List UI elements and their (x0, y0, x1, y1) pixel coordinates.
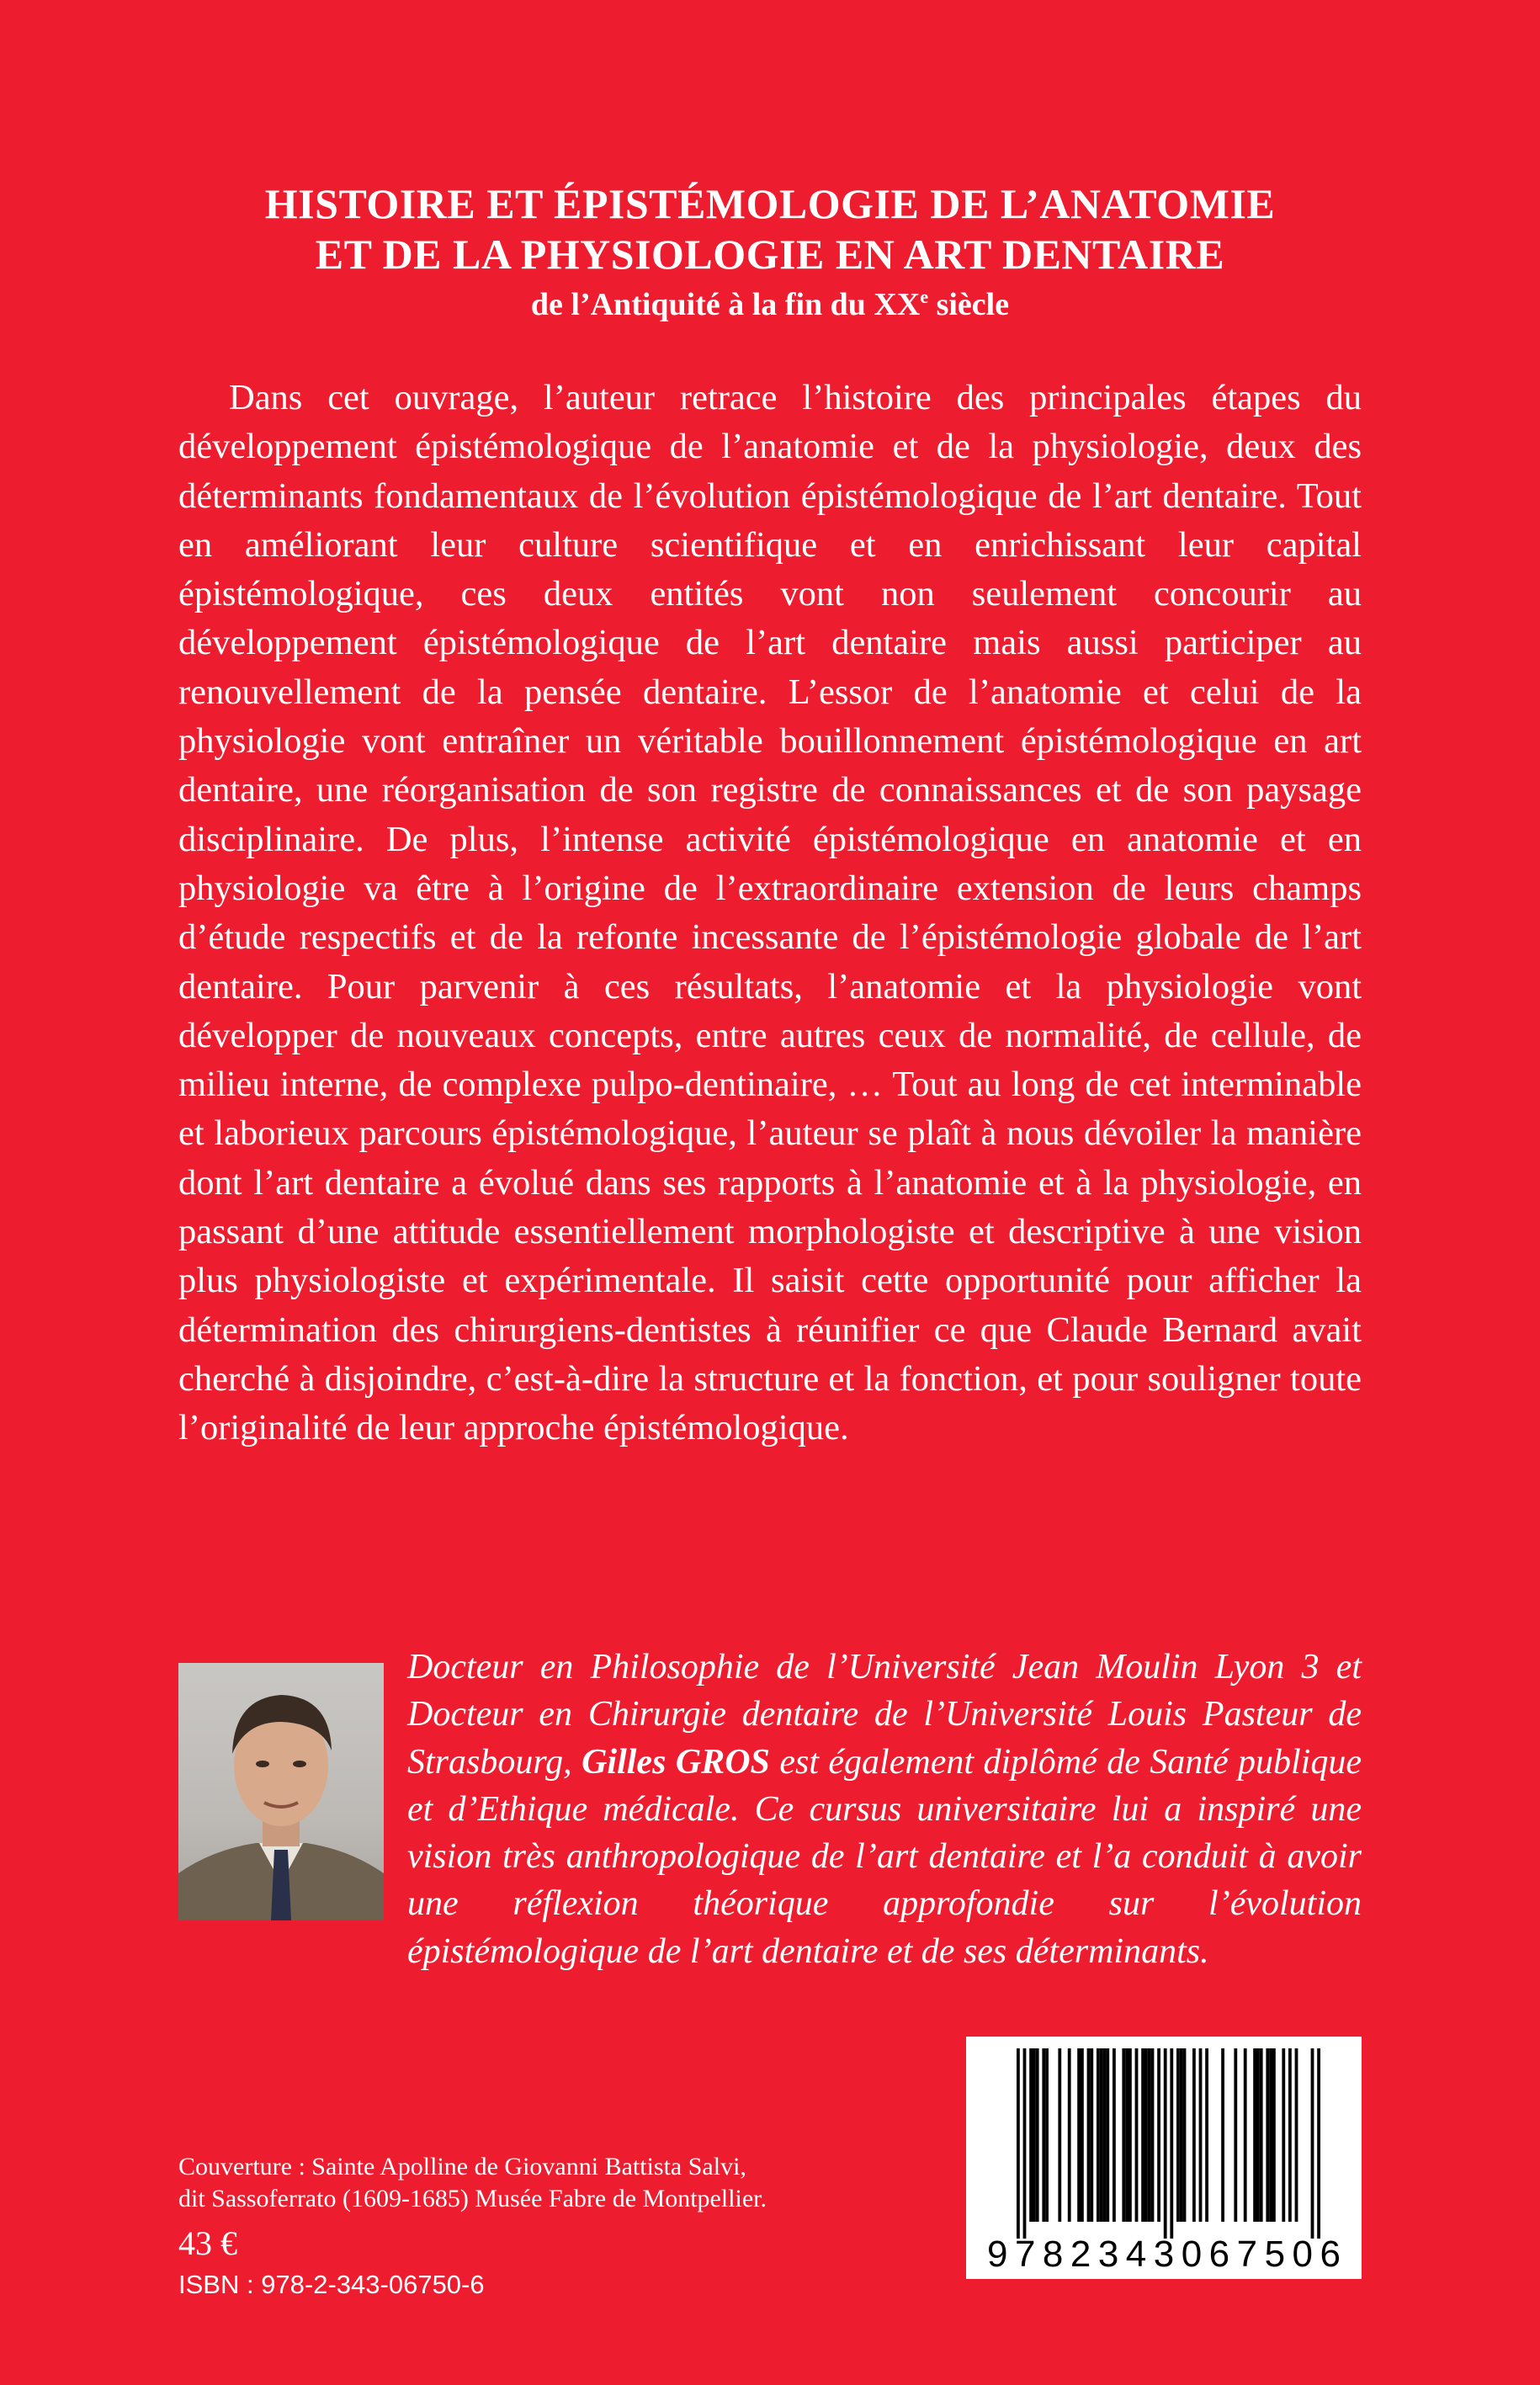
barcode-bar (1205, 2048, 1208, 2222)
barcode-digits: 9782343067506 (987, 2234, 1341, 2275)
barcode-bar (1199, 2048, 1203, 2222)
barcode-bar (1068, 2048, 1071, 2222)
barcode-bar (1164, 2048, 1167, 2239)
barcode-bar (1036, 2048, 1039, 2222)
book-title-line-1: HISTOIRE ET ÉPISTÉMOLOGIE DE L’ANATOMIE (264, 180, 1276, 227)
barcode-bar (1180, 2048, 1183, 2222)
barcode-bar (1077, 2048, 1081, 2222)
barcode-bar (1234, 2048, 1237, 2222)
isbn: ISBN : 978-2-343-06750-6 (178, 2270, 485, 2299)
barcode-bar (1256, 2048, 1260, 2222)
barcode-bar (1266, 2048, 1269, 2222)
barcode-bar (1033, 2048, 1036, 2222)
barcode-bar (1260, 2048, 1263, 2222)
barcode-bar (1128, 2048, 1132, 2222)
barcode-bar (1087, 2048, 1091, 2222)
barcode-bar (1192, 2048, 1196, 2222)
cover-credit-line-2: dit Sassoferrato (1609-1685) Musée Fabre de Montpellier. (178, 2185, 767, 2212)
barcode (966, 2037, 1362, 2279)
barcode-bar (1317, 2048, 1320, 2239)
barcode-bar (1144, 2048, 1148, 2222)
barcode-bar (1244, 2048, 1247, 2222)
barcode-bar (1029, 2048, 1033, 2222)
barcode-bar (1253, 2048, 1256, 2222)
book-subtitle: de l’Antiquité à la fin du XXe siècle (530, 286, 1010, 322)
barcode-bar (1135, 2048, 1139, 2222)
barcode-bar (1058, 2048, 1061, 2222)
barcode-bar (1100, 2048, 1103, 2222)
barcode-bar (1017, 2048, 1020, 2239)
barcode-bar (1170, 2048, 1173, 2239)
barcode-bar (1272, 2048, 1276, 2222)
cover-credit-line-1: Couverture : Sainte Apolline de Giovanni Battista Salvi, (178, 2153, 746, 2180)
author-bio: Docteur en Philosophie de l’Université Jean Moulin Lyon 3 et Docteur en Chirurgie dentaire de l’Université Louis Pasteur de Strasbourg, Gilles GROS est également diplômé de Santé publique et d’Ethique médicale. Ce cursus universitaire lui a inspiré une vision très anthropologique de l’art dentaire et l’a conduit à avoir une réflexion théorique approfondie sur l’évolution épistémologique de l’art dentaire et de ses déterminants. (407, 1648, 1362, 1971)
barcode-bar (1097, 2048, 1100, 2222)
barcode-bar (1125, 2048, 1128, 2222)
author-name: Gilles GROS (581, 1742, 770, 1782)
barcode-bar (1023, 2048, 1027, 2239)
barcode-bar (1183, 2048, 1187, 2222)
barcode-bar (1042, 2048, 1045, 2222)
title-block (0, 178, 1540, 325)
barcode-bar (1122, 2048, 1125, 2222)
barcode-bar (1106, 2048, 1109, 2222)
barcode-bar (1288, 2048, 1292, 2222)
barcode-bars (1017, 2048, 1320, 2239)
barcode-bar (1113, 2048, 1116, 2222)
barcode-bar (1090, 2048, 1093, 2222)
book-title-line-2: ET DE LA PHYSIOLOGIE EN ART DENTAIRE (315, 231, 1225, 278)
barcode-bar (1045, 2048, 1049, 2222)
barcode-bar (1151, 2048, 1155, 2222)
barcode-bar (1141, 2048, 1144, 2222)
cover-credit (178, 2151, 767, 2215)
author-photo (178, 1663, 384, 1920)
barcode-bar (1081, 2048, 1084, 2222)
barcode-bar (1176, 2048, 1180, 2222)
barcode-bar (1103, 2048, 1107, 2222)
price: 43 € (178, 2224, 237, 2262)
barcode-bar (1148, 2048, 1151, 2222)
barcode-bar (1295, 2048, 1298, 2222)
barcode-bar (1157, 2048, 1160, 2222)
barcode-bar (1221, 2048, 1224, 2222)
book-summary: Dans cet ouvrage, l’auteur retrace l’histoire des principales étapes du développement épistémologique de l’anatomie et de la physiologie, deux des déterminants fondamentaux de l’évolution épistémologique de l’art dentaire. Tout en améliorant leur culture scientifique et en enrichissant leur capital épistémologique, ces deux entités vont non seulement concourir au développement épistémologique de l’art dentaire mais aussi participer au renouvellement de la pensée dentaire. L’essor de l’anatomie et celui de la physiologie vont entraîner un véritable bouillonnement épistémologique en art dentaire, une réorganisation de son registre de connaissances et de son paysage disciplinaire. De plus, l’intense activité épistémologique en anatomie et en physiologie va être à l’origine de l’extraordinaire extension de leurs champs d’étude respectifs et de la refonte incessante de l’épistémologie globale de l’art dentaire. Pour parvenir à ces résultats, l’anatomie et la physiologie vont développer de nouveaux concepts, entre autres ceux de normalité, de cellule, de milieu interne, de complexe pulpo-dentinaire, … Tout au long de cet interminable et laborieux parcours épistémologique, l’auteur se plaît à nous dévoiler la manière dont l’art dentaire a évolué dans ses rapports à l’anatomie et à la physiologie, en passant d’une attitude essentiellement morphologiste et descriptive à une vision plus physiologiste et expérimentale. Il saisit cette opportunité pour afficher la détermination des chirurgiens-dentistes à réunifier ce que Claude Bernard avait cherché à disjoindre, c’est-à-dire la structure et la fonction, et pour souligner toute l’originalité de leur approche épistémologique. (178, 378, 1362, 1448)
barcode-bar (1269, 2048, 1272, 2222)
barcode-bar (1311, 2048, 1314, 2239)
barcode-bar (1282, 2048, 1285, 2222)
